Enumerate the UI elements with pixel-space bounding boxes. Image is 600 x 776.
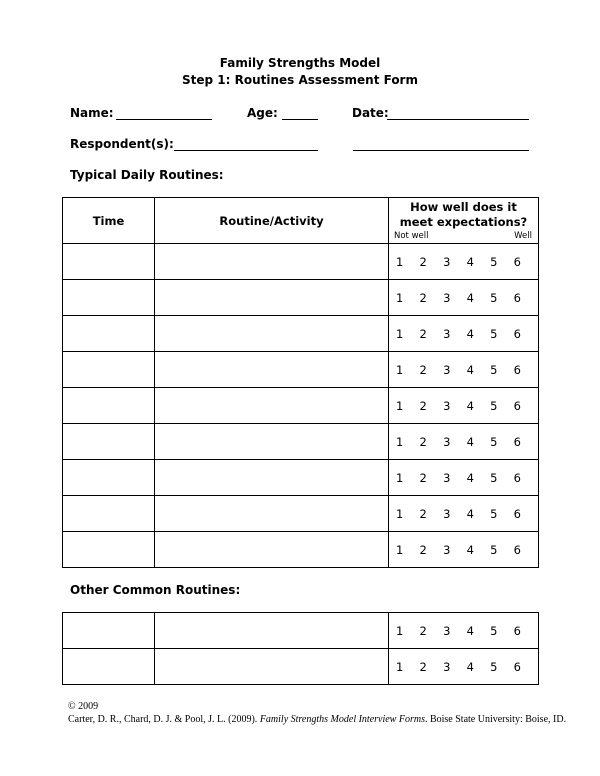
activity-cell[interactable] (155, 496, 389, 532)
other-routines-heading: Other Common Routines: (70, 583, 241, 597)
time-cell[interactable] (63, 532, 155, 568)
rating-scale (389, 435, 538, 449)
rating-option[interactable]: 3 (443, 398, 451, 413)
anchor-well: Well (514, 231, 532, 241)
time-column-header: Time (63, 198, 155, 244)
time-cell[interactable] (63, 316, 155, 352)
time-cell[interactable] (63, 352, 155, 388)
rating-scale (389, 624, 538, 638)
rating-option[interactable]: 3 (443, 362, 451, 377)
table-header-row (63, 198, 539, 244)
activity-cell[interactable] (155, 532, 389, 568)
rating-cell (389, 352, 539, 388)
rating-option[interactable]: 5 (490, 254, 498, 269)
rating-option[interactable]: 5 (490, 542, 498, 557)
rating-option[interactable]: 1 (396, 623, 404, 638)
rating-option[interactable]: 1 (396, 659, 404, 674)
rating-scale (389, 255, 538, 269)
age-label: Age: (247, 106, 278, 120)
rating-option[interactable]: 2 (419, 398, 427, 413)
rating-scale (389, 471, 538, 485)
rating-option[interactable]: 5 (490, 659, 498, 674)
rating-option[interactable]: 2 (419, 659, 427, 674)
anchor-not-well: Not well (394, 231, 429, 241)
activity-cell[interactable] (155, 244, 389, 280)
rating-cell (389, 280, 539, 316)
rating-option[interactable]: 4 (466, 362, 474, 377)
rating-option[interactable]: 1 (396, 506, 404, 521)
table-row (63, 280, 539, 316)
rating-option[interactable]: 6 (513, 470, 521, 485)
activity-cell[interactable] (155, 613, 389, 649)
rating-option[interactable]: 1 (396, 362, 404, 377)
rating-option[interactable]: 3 (443, 434, 451, 449)
rating-option[interactable]: 5 (490, 362, 498, 377)
table-row (63, 352, 539, 388)
rating-column-header (389, 198, 539, 244)
table-row (63, 316, 539, 352)
rating-scale (389, 291, 538, 305)
rating-option[interactable]: 5 (490, 623, 498, 638)
respondents-field[interactable] (174, 150, 318, 151)
rating-option[interactable]: 3 (443, 326, 451, 341)
typical-routines-heading: Typical Daily Routines: (70, 168, 224, 182)
rating-option[interactable]: 4 (466, 659, 474, 674)
rating-option[interactable]: 6 (513, 290, 521, 305)
citation-text (68, 713, 568, 726)
time-cell[interactable] (63, 280, 155, 316)
table-row (63, 649, 539, 685)
rating-option[interactable]: 4 (466, 542, 474, 557)
form-title-line2: Step 1: Routines Assessment Form (182, 73, 418, 87)
rating-option[interactable]: 4 (466, 254, 474, 269)
typical-routines-table (62, 197, 539, 568)
rating-option[interactable]: 3 (443, 290, 451, 305)
rating-cell (389, 496, 539, 532)
rating-header-line2: meet expectations? (399, 215, 528, 229)
rating-scale (389, 543, 538, 557)
rating-option[interactable]: 5 (490, 506, 498, 521)
rating-option[interactable]: 5 (490, 398, 498, 413)
rating-option[interactable]: 4 (466, 398, 474, 413)
rating-option[interactable]: 6 (513, 398, 521, 413)
rating-option[interactable]: 2 (419, 623, 427, 638)
table-row (63, 388, 539, 424)
rating-cell (389, 388, 539, 424)
rating-option[interactable]: 5 (490, 326, 498, 341)
rating-option[interactable]: 6 (513, 623, 521, 638)
rating-option[interactable]: 1 (396, 254, 404, 269)
rating-option[interactable]: 4 (466, 326, 474, 341)
rating-option[interactable]: 5 (490, 434, 498, 449)
typical-routines-body (63, 244, 539, 568)
rating-scale (389, 327, 538, 341)
rating-cell (389, 460, 539, 496)
rating-option[interactable]: 2 (419, 506, 427, 521)
rating-option[interactable]: 1 (396, 326, 404, 341)
rating-option[interactable]: 4 (466, 623, 474, 638)
rating-option[interactable]: 6 (513, 506, 521, 521)
rating-option[interactable]: 2 (419, 470, 427, 485)
rating-option[interactable]: 1 (396, 398, 404, 413)
rating-option[interactable]: 6 (513, 542, 521, 557)
rating-option[interactable]: 5 (490, 290, 498, 305)
rating-option[interactable]: 1 (396, 434, 404, 449)
time-cell[interactable] (63, 388, 155, 424)
table-row (63, 424, 539, 460)
rating-anchors (389, 230, 538, 241)
rating-cell (389, 649, 539, 685)
rating-cell (389, 244, 539, 280)
citation-title: Family Strengths Model Interview Forms (259, 714, 425, 725)
rating-option[interactable]: 2 (419, 434, 427, 449)
rating-option[interactable]: 1 (396, 290, 404, 305)
rating-cell (389, 532, 539, 568)
rating-scale (389, 507, 538, 521)
date-label: Date: (352, 106, 389, 120)
rating-option[interactable]: 2 (419, 290, 427, 305)
activity-cell[interactable] (155, 649, 389, 685)
citation-publisher: . Boise State University: Boise, ID. (424, 714, 567, 725)
activity-cell[interactable] (155, 316, 389, 352)
table-row (63, 460, 539, 496)
activity-cell[interactable] (155, 388, 389, 424)
other-routines-body (63, 613, 539, 685)
rating-cell (389, 316, 539, 352)
rating-scale (389, 363, 538, 377)
rating-option[interactable]: 3 (443, 506, 451, 521)
table-row (63, 496, 539, 532)
rating-option[interactable]: 3 (443, 623, 451, 638)
rating-option[interactable]: 1 (396, 542, 404, 557)
name-label: Name: (70, 106, 114, 120)
rating-scale (389, 660, 538, 674)
rating-option[interactable]: 2 (419, 542, 427, 557)
time-cell[interactable] (63, 460, 155, 496)
rating-option[interactable]: 4 (466, 470, 474, 485)
rating-header-line1: How well does it (410, 200, 517, 214)
activity-cell[interactable] (155, 460, 389, 496)
copyright-line: © 2009 (68, 701, 99, 712)
activity-cell[interactable] (155, 352, 389, 388)
activity-cell[interactable] (155, 280, 389, 316)
time-cell[interactable] (63, 649, 155, 685)
citation-authors: Carter, D. R., Chard, D. J. & Pool, J. L. (2009). (68, 714, 258, 725)
form-title-line1: Family Strengths Model (219, 56, 381, 70)
rating-option[interactable]: 6 (513, 659, 521, 674)
rating-option[interactable]: 6 (513, 434, 521, 449)
respondents-field-extra[interactable] (353, 150, 529, 151)
respondents-label: Respondent(s): (70, 137, 174, 151)
rating-option[interactable]: 2 (419, 362, 427, 377)
age-field[interactable] (282, 119, 318, 120)
activity-cell[interactable] (155, 424, 389, 460)
other-routines-table (62, 612, 539, 685)
rating-option[interactable]: 4 (466, 506, 474, 521)
time-cell[interactable] (63, 496, 155, 532)
rating-option[interactable]: 6 (513, 254, 521, 269)
rating-option[interactable]: 3 (443, 659, 451, 674)
time-cell[interactable] (63, 244, 155, 280)
rating-cell (389, 613, 539, 649)
table-row (63, 532, 539, 568)
rating-cell (389, 424, 539, 460)
rating-option[interactable]: 3 (443, 470, 451, 485)
rating-option[interactable]: 4 (466, 434, 474, 449)
rating-option[interactable]: 6 (513, 362, 521, 377)
table-row (63, 613, 539, 649)
rating-scale (389, 399, 538, 413)
rating-option[interactable]: 2 (419, 254, 427, 269)
rating-option[interactable]: 6 (513, 326, 521, 341)
table-row (63, 244, 539, 280)
time-cell[interactable] (63, 424, 155, 460)
rating-option[interactable]: 5 (490, 470, 498, 485)
rating-option[interactable]: 3 (443, 542, 451, 557)
activity-column-header: Routine/Activity (155, 198, 389, 244)
rating-option[interactable]: 4 (466, 290, 474, 305)
rating-option[interactable]: 3 (443, 254, 451, 269)
rating-option[interactable]: 1 (396, 470, 404, 485)
rating-option[interactable]: 2 (419, 326, 427, 341)
name-field[interactable] (116, 119, 212, 120)
date-field[interactable] (387, 119, 529, 120)
time-cell[interactable] (63, 613, 155, 649)
footer-citation (68, 700, 568, 726)
